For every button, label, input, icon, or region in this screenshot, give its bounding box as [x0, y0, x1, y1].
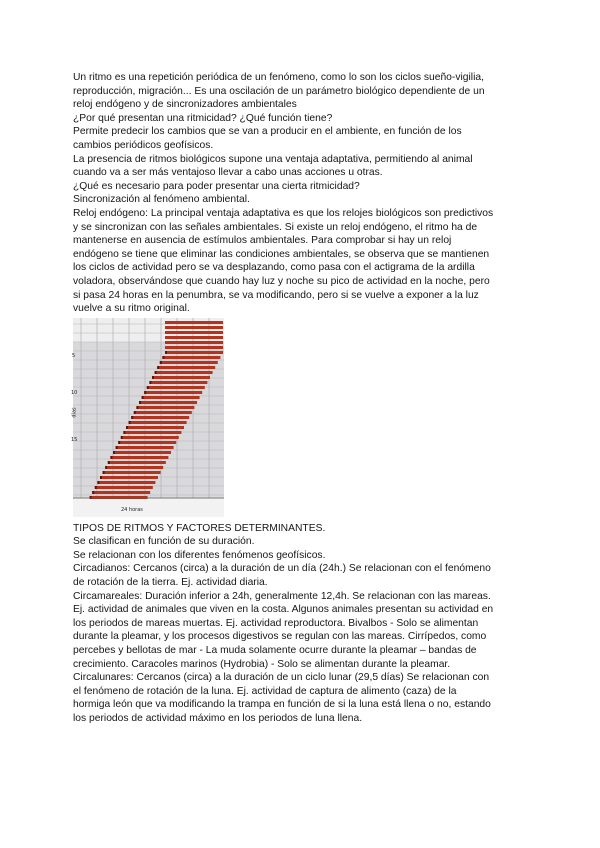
- answer-line: La presencia de ritmos biológicos supone una ventaja adaptativa, permitiendo al animal: [73, 153, 473, 165]
- circalunares-line: hormiga león que va modificando la trampa en función de si la luna está llena o no, estando: [73, 699, 491, 711]
- reloj-line: mantenerse en ausencia de estímulos ambientales. Para comprobar si hay un reloj: [73, 235, 452, 247]
- activity-bar: [100, 476, 158, 479]
- activity-bar: [165, 326, 223, 329]
- activity-bar: [165, 336, 223, 339]
- activity-bar: [152, 376, 210, 379]
- x-axis-label: 24 horas: [121, 506, 143, 513]
- activity-bar: [147, 386, 205, 389]
- intro-line: reproducción, migración... Es una oscilación de un parámetro biológico dependiente de un: [73, 85, 485, 97]
- activity-onset: [116, 446, 118, 449]
- activity-bar: [165, 331, 223, 334]
- answer-line: Permite predecir los cambios que se van a producir en el ambiente, en función de los: [73, 126, 462, 138]
- activity-onset: [144, 391, 146, 394]
- activity-onset: [147, 386, 149, 389]
- activity-bar: [110, 456, 168, 459]
- intro-line: Un ritmo es una repetición periódica de un fenómeno, como lo son los ciclos sueño-vigilia,: [73, 72, 484, 83]
- activity-onset: [97, 481, 99, 484]
- activity-bar: [134, 411, 192, 414]
- activity-bar: [136, 406, 194, 409]
- y-axis-label: días: [71, 407, 78, 418]
- circamareales-line: crecimiento. Caracoles marinos (Hydrobia) - Solo se alimentan durante la pleamar.: [73, 658, 451, 670]
- activity-onset: [121, 436, 123, 439]
- reloj-line: y se sincronizan con las señales ambientales. Si existe un reloj endógeno, el ritmo ha de: [73, 221, 478, 233]
- answer-line: cambios periódicos geofísicos.: [73, 139, 214, 151]
- tick-label: 10: [71, 389, 78, 396]
- reloj-line: si pasa 24 horas en la penumbra, se va modificando, pero si se vuelve a exponer a la luz: [73, 289, 479, 301]
- text-column: [73, 71, 531, 726]
- activity-onset: [126, 426, 128, 429]
- activity-onset: [118, 441, 120, 444]
- activity-onset: [152, 376, 154, 379]
- activity-bar: [129, 421, 187, 424]
- activity-onset: [95, 486, 97, 489]
- actigram-figure: [73, 318, 224, 517]
- circamareales-line: durante la pleamar, y los procesos digestivos se regulan con las mareas. Cirrípedos, como: [73, 631, 487, 643]
- activity-bar: [165, 321, 223, 324]
- activity-onset: [92, 491, 94, 494]
- activity-bar: [142, 396, 200, 399]
- activity-bar: [165, 341, 223, 344]
- activity-bar: [116, 446, 174, 449]
- activity-bar: [103, 471, 161, 474]
- circalunares-line: los periodos de actividad máximo en los periodos de luna llena.: [73, 713, 363, 724]
- activity-onset: [165, 351, 167, 354]
- activity-bar: [157, 366, 215, 369]
- activity-onset: [90, 496, 92, 499]
- activity-onset: [131, 416, 133, 419]
- activity-onset: [113, 451, 115, 454]
- activity-onset: [103, 471, 105, 474]
- activity-onset: [134, 411, 136, 414]
- tick-label: 15: [71, 436, 78, 443]
- activity-bar: [165, 351, 223, 354]
- circalunares-line: Circalunares: Cercanos (circa) a la duración de un ciclo lunar (29,5 días) Se relacionan con: [73, 672, 490, 684]
- tick-label: 5: [72, 352, 76, 359]
- activity-bar: [105, 466, 163, 469]
- activity-onset: [160, 361, 162, 364]
- circalunares-line: el fenómeno de rotación de la luna. Ej. actividad de captura de alimento (caza) de la: [73, 685, 457, 697]
- activity-bar: [123, 431, 181, 434]
- activity-onset: [105, 466, 107, 469]
- activity-bar: [97, 481, 155, 484]
- question-ritmicidad: ¿Por qué presentan una ritmicidad? ¿Qué función tiene?: [73, 112, 333, 124]
- activity-bar: [90, 496, 148, 499]
- actigram-image: [73, 318, 224, 517]
- question-necesario: ¿Qué es necesario para poder presentar una cierta ritmicidad?: [73, 180, 360, 192]
- circadianos-line: de rotación de la tierra. Ej. actividad diaria.: [73, 577, 268, 589]
- circadianos-line: Circadianos: Cercanos (circa) a la duración de un día (24h.) Se relacionan con el fenómeno: [73, 563, 491, 575]
- activity-onset: [149, 381, 151, 384]
- activity-bar: [160, 361, 218, 364]
- reloj-line: Reloj endógeno: La principal ventaja adaptativa es que los relojes biológicos son predictivos: [73, 207, 494, 219]
- activity-onset: [157, 366, 159, 369]
- tipos-line: Se relacionan con los diferentes fenómenos geofísicos.: [73, 549, 326, 561]
- activity-bar: [121, 436, 179, 439]
- activity-onset: [129, 421, 131, 424]
- circamareales-line: Circamareales: Duración inferior a 24h, generalmente 12,4h. Se relacionan con las mareas.: [73, 590, 491, 602]
- activity-bar: [113, 451, 171, 454]
- activity-onset: [123, 431, 125, 434]
- circamareales-line: los periodos de mareas muertas. Ej. actividad reproductora. Bivalbos - Solo se alimentan: [73, 617, 479, 629]
- activity-bar: [92, 491, 150, 494]
- activity-bar: [144, 391, 202, 394]
- activity-onset: [139, 401, 141, 404]
- activity-bar: [95, 486, 153, 489]
- activity-bar: [126, 426, 184, 429]
- reloj-line: endógeno se tiene que eliminar las condiciones ambientales, se observa que se mantienen: [73, 248, 490, 260]
- activity-onset: [136, 406, 138, 409]
- reloj-line: los ciclos de actividad pero se va desplazando, como pasa con el actigrama de la ardilla: [73, 262, 475, 274]
- activity-bar: [165, 346, 223, 349]
- answer-sincronizacion: Sincronización al fenómeno ambiental.: [73, 194, 250, 206]
- reloj-line: voladora, observándose que cuando hay luz y noche su pico de actividad en la noche, pero: [73, 275, 490, 287]
- section-heading: TIPOS DE RITMOS Y FACTORES DETERMINANTES.: [73, 522, 326, 534]
- circamareales-line: Ej. actividad de animales que viven en la costa. Algunos animales presentan su actividad en: [73, 604, 494, 616]
- intro-line: reloj endógeno y de sincronizadores ambientales: [73, 99, 297, 111]
- circamareales-line: percebes y bellotas de mar - La muda solamente ocurre durante la pleamar – bandas de: [73, 645, 477, 657]
- activity-bar: [162, 356, 220, 359]
- activity-bar: [139, 401, 197, 404]
- activity-onset: [100, 476, 102, 479]
- activity-bar: [155, 371, 213, 374]
- tipos-line: Se clasifican en función de su duración.: [73, 536, 255, 548]
- activity-onset: [162, 356, 164, 359]
- activity-bar: [108, 461, 166, 464]
- answer-line: cuando va a ser más ventajoso llevar a cabo unas acciones u otras.: [73, 167, 383, 179]
- activity-onset: [108, 461, 110, 464]
- activity-onset: [155, 371, 157, 374]
- activity-bar: [118, 441, 176, 444]
- activity-onset: [142, 396, 144, 399]
- activity-bar: [149, 381, 207, 384]
- activity-onset: [110, 456, 112, 459]
- activity-bar: [131, 416, 189, 419]
- reloj-line: vuelve a su ritmo original.: [73, 303, 190, 315]
